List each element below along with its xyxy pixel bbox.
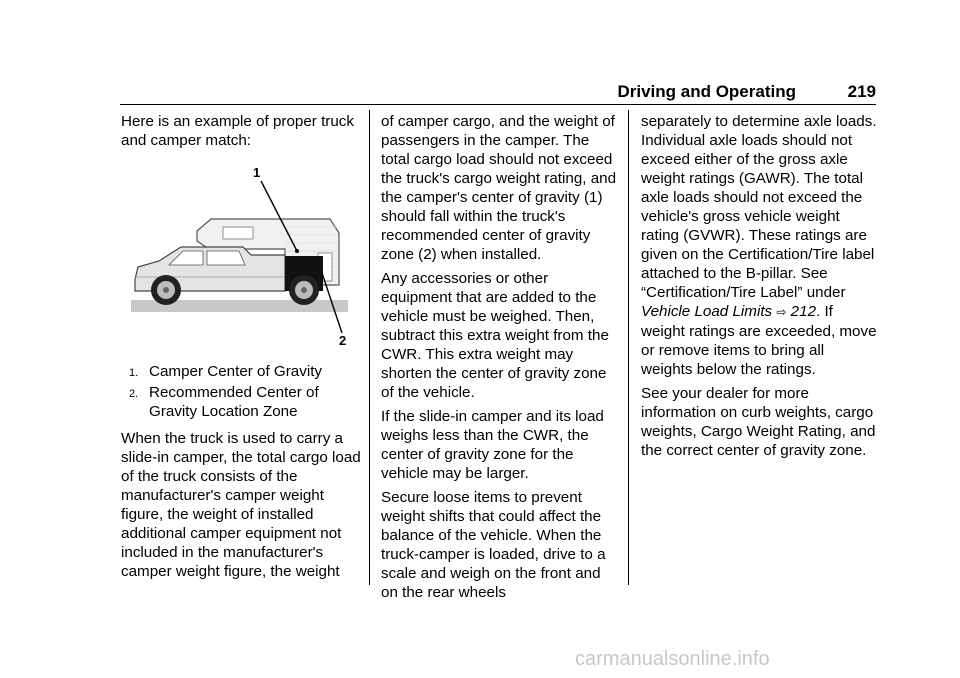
watermark: carmanualsonline.info <box>575 648 770 670</box>
section-title: Driving and Operating <box>617 82 796 101</box>
legend-item <box>121 383 361 421</box>
rear-wheel <box>289 275 319 305</box>
callout-1-label: 1 <box>253 165 261 180</box>
column-divider <box>628 110 629 585</box>
page-number: 219 <box>847 82 876 101</box>
page-header <box>120 82 876 105</box>
legend-text: Camper Center of Gravity <box>149 363 323 380</box>
body-paragraph: See your dealer for more information on curb weights, cargo weights, Cargo Weight Rating, and the correct center of gravity zone. <box>641 385 876 459</box>
column-divider <box>369 110 370 585</box>
camper-window <box>223 227 253 239</box>
body-paragraph: When the truck is used to carry a slide-in camper, the total cargo load of the truck consists of the manufacturer's camper weight figure, the weight of installed additional camper equipment not included in the manufacturer's camper weight figure, the weight <box>121 430 361 580</box>
column-3 <box>641 112 877 465</box>
page-reference-arrow-icon: ⇨ <box>776 305 787 319</box>
column-1 <box>121 112 361 586</box>
cross-reference-link[interactable]: Vehicle Load Limits <box>641 303 773 320</box>
legend-number: 1. <box>129 367 139 379</box>
truck-camper-illustration <box>125 161 355 351</box>
callout-2-label: 2 <box>339 333 347 348</box>
truck-window-rear <box>207 251 245 265</box>
body-paragraph: If the slide-in camper and its load weighs less than the CWR, the center of gravity zone for the vehicle may be larger. <box>381 408 604 482</box>
legend-number: 2. <box>129 388 139 400</box>
body-paragraph: separately to determine axle loads. Individual axle loads should not exceed either of the gross axle weight ratings (GAWR). The total axle loads should not exceed the vehicle's gross vehicle weight rating (GVWR). These ratings are given on the Certification/Tire label attached to the B-pillar. See “Certification/Tire Label” under Vehicle Load Limits ⇨ 212. If weight ratings are exceeded, move or remove items to bring all weights below the ratings. <box>641 113 877 378</box>
reference-page-number[interactable]: 212 <box>790 303 817 320</box>
legend-text: Recommended Center of Gravity Location Zone <box>149 384 319 420</box>
intro-text: Here is an example of proper truck and camper match: <box>121 113 354 149</box>
body-paragraph: Secure loose items to prevent weight shifts that could affect the balance of the vehicle. When the truck-camper is loaded, drive to a scale and weigh on the front and on the rear wheels <box>381 489 606 601</box>
legend-item <box>121 362 361 381</box>
body-paragraph: Any accessories or other equipment that are added to the vehicle must be weighed. Then, subtract this extra weight from the CWR. This extra weight may shorten the center of gravity zone of the vehicle. <box>381 270 609 401</box>
column-2 <box>381 112 619 607</box>
body-paragraph: of camper cargo, and the weight of passengers in the camper. The total cargo load should not exceed the truck's cargo weight rating, and the camper's center of gravity (1) should fall within the truck's recommended center of gravity zone (2) when installed. <box>381 113 617 263</box>
figure-legend <box>121 362 361 421</box>
front-wheel <box>151 275 181 305</box>
